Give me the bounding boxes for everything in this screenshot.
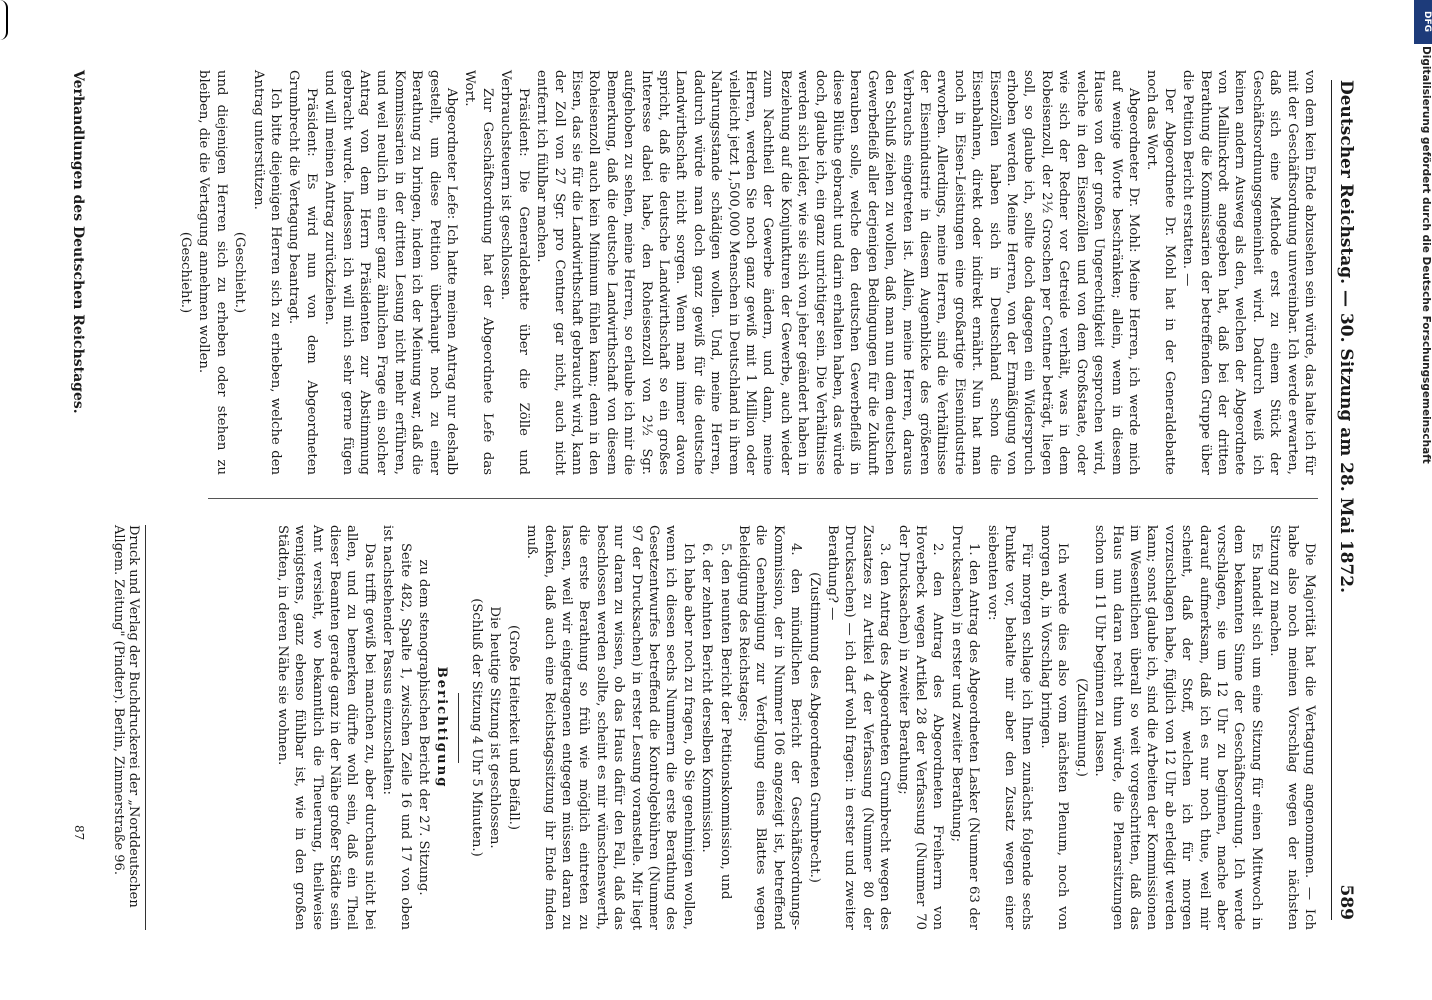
footer-publication: Verhandlungen des Deutschen Reichstages. [70,70,86,414]
correction-subtitle: zu dem stenographischen Bericht der 27. Sitzung. [416,559,432,896]
agenda-item: 5. den neunten Bericht der Petitionskommission, und [717,543,733,900]
right-column [272,525,1318,930]
left-column [176,70,1318,475]
footer-printer: Druck und Verlag der Buchdruckerei der „Norddeutschen Allgem. Zeitung" (Pindter). Berlin, Zimmerstraße 96. [111,525,146,930]
speech-mohl: Abgeordneter Dr. Mohl: Meine Herren, ich werde mich auf wenige Worte beschränken; allein, wenn in diesem Hause von der großen Ungerechtigkeit gesprochen wird, welche in den Eisenzöllen und von dem Großstaate, oder wie sich der Redner vor Getreide verhält, was in dem Robeisenzoll, der 2½ Groschen per Centner beträgt, liegen soll, so glaube ich, sollte doch dagegen ein Widerspruch erhoben werden. Meine Herren, von der Ermäßigung von Eisenzöllen haben sich in Deutschland schon die Eisenbahnen, direkt oder indirekt ernährt. Nun hat man noch in Eisen-Leistungen eine großartige Eisenindustrie erworben. Allerdings, meine Herren, sind die Verhältnisse der Eisenindustrie in diesem Augenblicke des größeren Verbrauchs eingetreten ist. Allein, meine Herren, daraus den Schluß ziehen zu wollen, daß man nun dem deutschen Gewerbefleiß aller derjenigen Bedingungen für die Zukunft berauben solle, welche den deutschen Gewerbefleiß in diese Blüthe gebracht und darin erhalten haben, das würde doch, glaube ich, ein ganz unrichtiger sein. Die Verhältnisse werden sich leider, wie sie sich von jeher geändert haben in Beziehung auf die Konjunkturen der Gewerbe, auch wieder zum Nachtheil der Gewerbe ändern, und dann, meine Herren, werden Sie noch ganz gewiß mit 1 Million oder vielleicht jetzt 1,500,000 Menschen in Deutschland in ihrem Nahrungsstande schädigen wollen. Und, meine Herren, dadurch würde man doch ganz gewiß für die deutsche Landwirthschaft nicht sorgen. Wenn man immer davon spricht, daß die deutsche Landwirthschaft so ein großes Interesse dabei habe, den Roheisenzoll von 2½ Sgr. aufgehoben zu sehen, meine Herren, so erlaube ich mir die Bemerkung, daß die deutsche Landwirthschaft von diesem Roheisenzoll auch kein Minimum fühlen kann; denn in den Eisen, das sie für die Landwirthschaft gebraucht wird, kann der Zoll von 27 Sgr. pro Centner gar nicht, auch nicht entfernt ich fühlbar machen. [534,70,1141,475]
page-header [1331,80,1376,920]
column-divider [208,498,1318,499]
stage-direction: (Geschieht.) [178,231,193,314]
correction-text: Seite 482, Spalte 1, zwischen Zeile 16 und 17 von oben ist nachstehender Passus einzuschalten: [380,525,413,930]
running-title: Deutscher Reichstag. — 30. Sitzung am 28. Mai 1872. [1336,80,1356,594]
stage-direction: (Große Heiterkeit und Beifall.) [505,624,521,830]
scan-edge-mark [0,0,8,40]
paragraph: Ich habe aber noch zu fragen, ob Sie genehmigen wollen, wenn ich diesen sechs Nummern die erste Berathung des Gesetzentwurfes betreffend die Kontrolgebühren (Nummer 97 der Drucksachen) in erster Lesung voranstelle. Mir liegt nur daran zu wissen, ob das Haus dafür den Fall, daß das beschlossen werden sollte, scheint es mir wünschenswerth, die erste Berathung so früh wie möglich eintreten zu lassen, weil wir eingetragenen entgegen müssen daran zu denken, daß auch eine Reichstagssitzung ihr Ende finden muß. [524,525,696,930]
correction-quote: Das trifft gewiß bei manchen zu, aber durchaus nicht bei allen, und zu bemerken dürfte wohl sein, daß ein Theil dieser Beamten gerade ganz in der Nähe großer Städte sein Amt versieht, wo bekanntlich die Theuerung, theilweise wenigstens, ganz ebenso fühlbar ist, wie in den großen Städten, in deren Nähe sie wohnen. [274,525,377,930]
paragraph: Es handelt sich um eine Sitzung für einen Mittwoch in dem bekannten Sinne der Geschäftsordnung. Ich werde vorschlagen, sie um 12 Uhr zu beginnen, mache aber darauf aufmerksam, daß ich es nur noch thue, weil mir scheint, daß der Stoff, welchen ich für morgen vorzuschlagen habe, füglich von 12 Uhr ab erledigt werden kann; sonst glaube ich, sind die Arbeiten der Kommissionen im Wesentlichen überall so weit vorgeschritten, daß das Haus nun daran recht thun würde, die Plenarsitzungen schon um 11 Uhr beginnen zu lassen. [1092,525,1264,930]
president-statement: Präsident: Die Generaldebatte über die Zölle und Verbrauchsteuern ist geschlossen. [498,70,531,475]
agenda-item: 6. der zehnten Bericht derselben Kommission. [699,543,715,853]
speech-lefe: Abgeordneter Lefe: Ich hatte meinen Antrag nur deshalb gestellt, um diese Petition überhaupt noch zu einer Berathung zu bringen, indem ich der Meinung war, daß die Kommissarien in der dritten Lesung nicht mehr erführen, und weil neulich in einer ganz ähnlichen Frage ein solcher Antrag von dem Herrn Präsidenten zur Abstimmung gebracht wurde. Indessen ich will mich sehr gerne fügen und will meinen Antrag zurückziehen. [322,70,460,475]
dfg-banner [1414,0,1432,1000]
stage-direction: (Schluß der Sitzung 4 Uhr 5 Minuten.) [468,598,484,857]
agenda-item: 2. den Antrag des Abgeordneten Freiherrn von Hoverbeck wegen Artikel 28 der Verfassung (Nummer 70 der Drucksachen) in zweiter Berathung; [895,525,946,930]
paragraph: Zur Geschäftsordnung hat der Abgeordnete Lefe das Wort. [462,70,495,475]
stage-direction: (Geschieht.) [232,231,248,314]
paragraph: Ich bitte diejenigen Herren sich zu erheben, welche den Antrag unterstützen. [250,70,284,475]
stage-direction: (Zustimmung des Abgeordneten Grumbrecht.) [806,572,822,883]
closing-statement: Die heutige Sitzung ist geschlossen. [487,606,503,849]
president-statement: Präsident: Es wird nun von dem Abgeordneten Grumbrecht die Vertagung beantragt. [286,70,319,475]
dfg-credit: Digitalisierung gefördert durch die Deutsche Forschungsgemeinschaft [1420,46,1432,464]
agenda-item: 1. den Antrag des Abgeordneten Lasker (Nummer 63 der Drucksachen) in erster und zweiter Berathung; [948,525,982,930]
paragraph: und diejenigen Herren sich zu erheben oder stehen zu bleiben, die die Vertagung annehmen wollen. [196,70,229,475]
paragraph: Für morgen schlage ich Ihnen zunächst folgende sechs Punkte vor, behalte mir aber den Zusatz wegen einer siebenten vor: [984,525,1035,930]
paragraph: Die Majorität hat die Vertagung angenommen. — Ich habe also noch meinen Vorschlag wegen der nächsten Sitzung zu machen. [1267,525,1317,930]
section-rule [459,693,460,763]
correction-title: Berichtigung [434,666,450,789]
paragraph: von dem kein Ende abzusehen sein würde, das halte ich für mit der Geschäftsordnung unvereinbar. Ich werde erwarten, daß sich eine Methode erst zu einem Stück der Geschäftsordnungsgemeinheit wird. Dadurch weiß ich keinen andern Ausweg als den, welchen der Abgeordnete von Mallinckrodt angegeben hat, daß bei der dritten Berathung die Kommissarien der betreffenden Gruppe über die Petition Bericht erstatten. — [1180,70,1317,475]
page-number: 589 [1336,884,1356,920]
dfg-logo: DFG [1414,0,1432,44]
paragraph: Ich werde dies also vom nächsten Plenum, noch von morgen ab, in Vorschlag bringen. [1037,525,1071,930]
agenda-item: 3. den Antrag des Abgeordneten Grumbrecht wegen des Zusatzes zu Artikel 4 der Verfassung (Nummer 80 der Drucksachen) — ich darf wohl fragen: in erster und zweiter Berathung? — [825,525,893,930]
paragraph: Der Abgeordnete Dr. Mohl hat in der Generaldebatte noch das Wort. [1144,70,1177,475]
stage-direction: (Zustimmung.) [1073,678,1089,777]
agenda-item: 4. den mündlichen Bericht der Geschäftsordnungs-Kommission, der in Nummer 106 angezeigt ist, betreffend die Genehmigung zur Verfolgung eines Blattes wegen Beleidigung des Reichstages; [736,525,804,930]
rotated-page [56,30,1376,970]
sheet-signature: 87 [72,825,86,841]
